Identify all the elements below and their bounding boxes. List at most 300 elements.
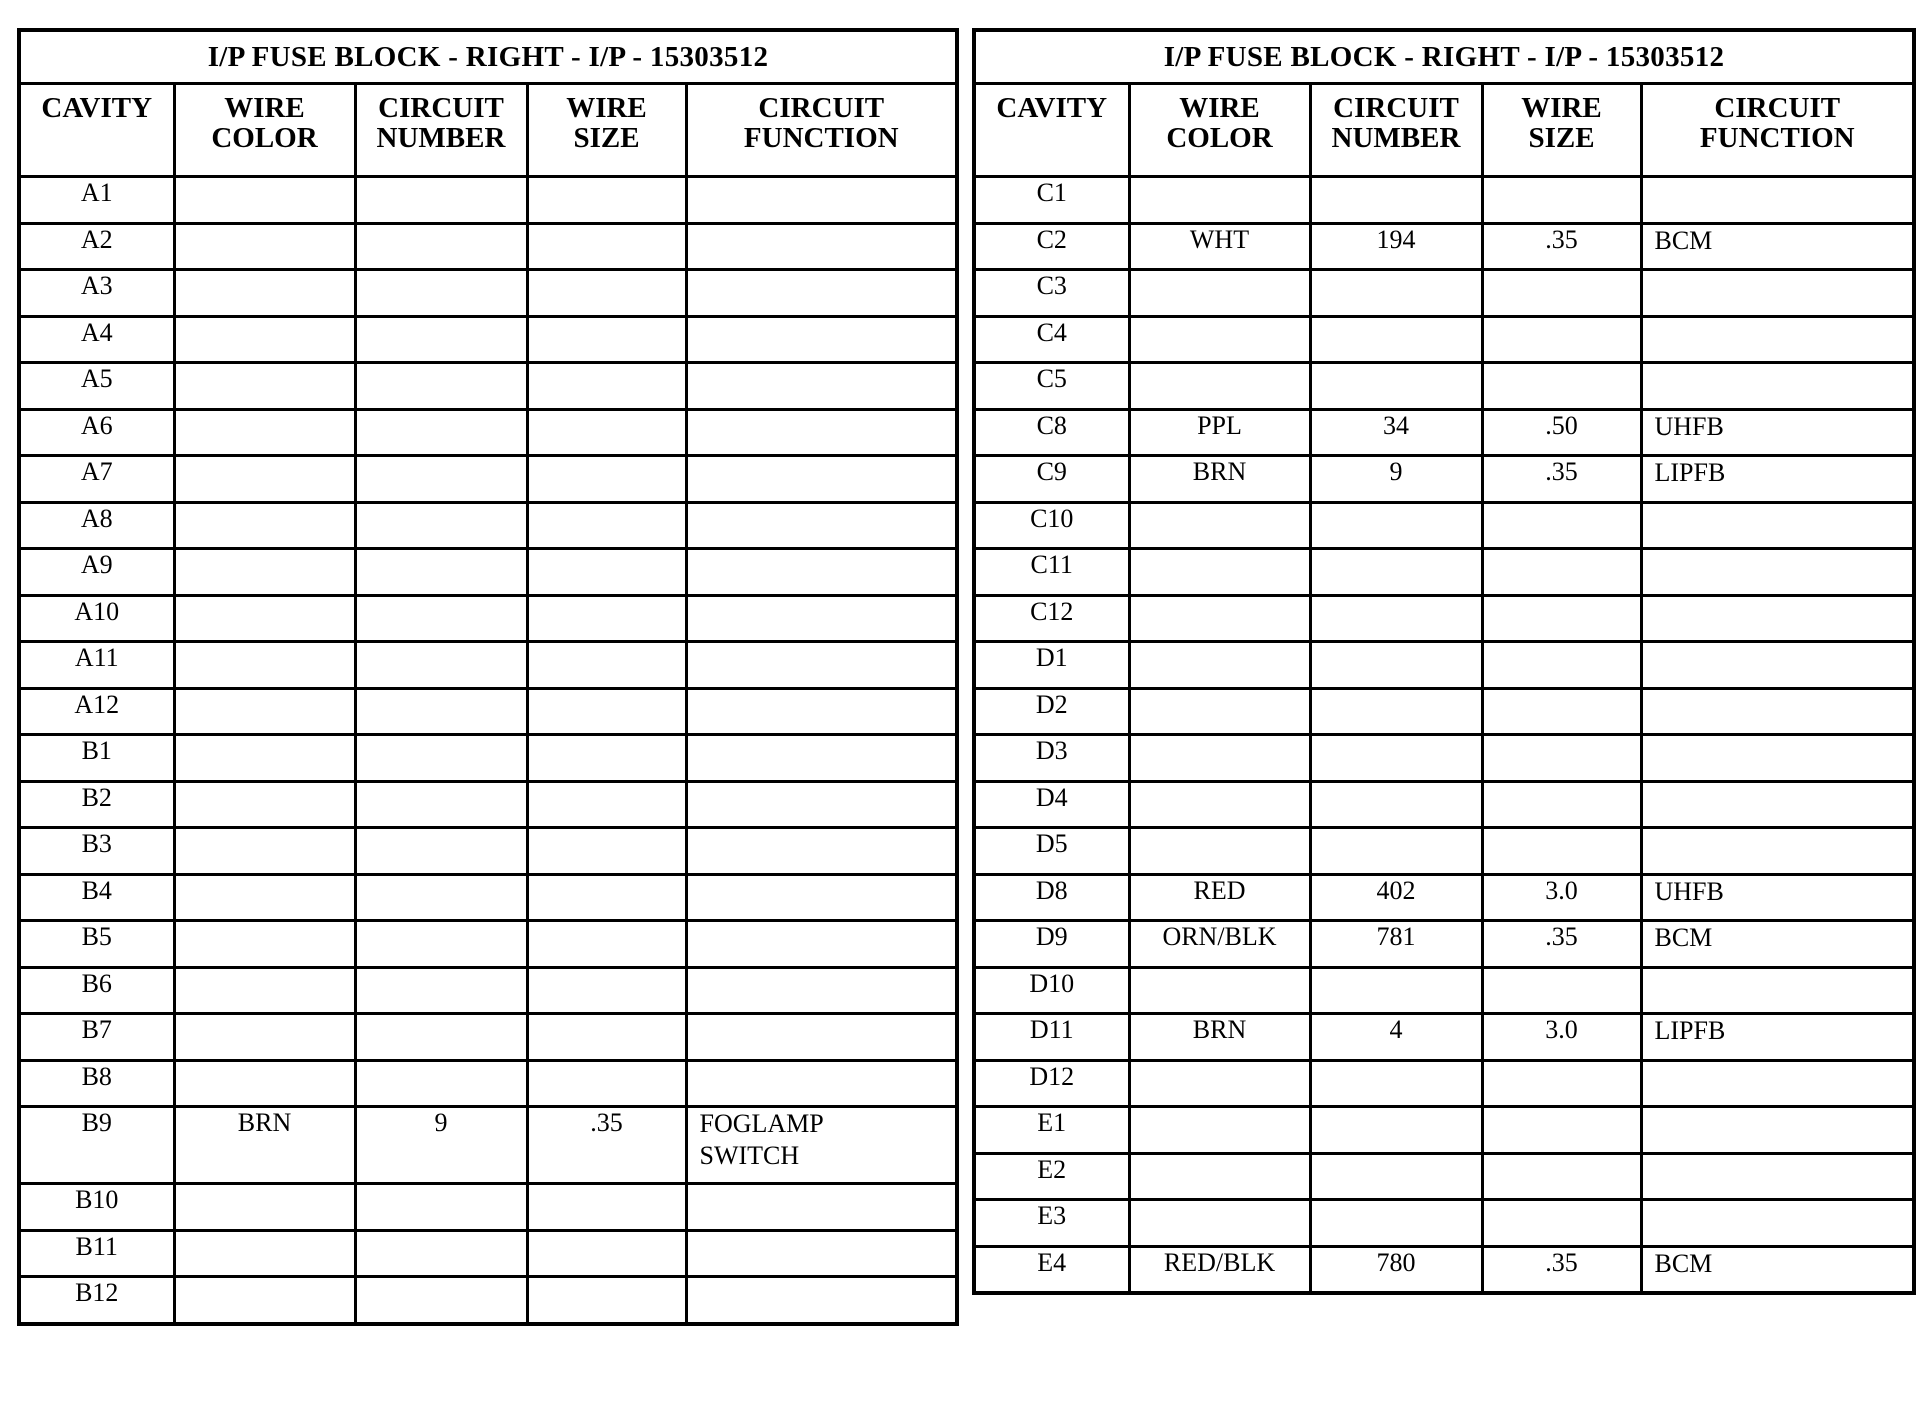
circuit-number-cell bbox=[1310, 1060, 1482, 1107]
circuit-number-cell bbox=[355, 735, 527, 782]
table-row bbox=[974, 456, 1914, 503]
wire-color-cell bbox=[1129, 1107, 1310, 1154]
circuit-function-cell: LIPFB bbox=[1641, 456, 1914, 503]
wire-color-cell bbox=[1129, 502, 1310, 549]
wire-color-cell bbox=[174, 595, 355, 642]
wire-size-cell: .35 bbox=[1482, 921, 1641, 968]
circuit-function-cell bbox=[1641, 688, 1914, 735]
circuit-function-cell bbox=[1641, 642, 1914, 689]
circuit-function-cell bbox=[1641, 177, 1914, 224]
cavity-cell: B10 bbox=[19, 1184, 174, 1231]
wire-color-cell bbox=[174, 363, 355, 410]
wire-color-cell bbox=[1129, 1200, 1310, 1247]
wire-size-cell bbox=[1482, 828, 1641, 875]
wire-color-cell bbox=[1129, 177, 1310, 224]
wire-color-cell bbox=[174, 781, 355, 828]
circuit-number-cell: 780 bbox=[1310, 1246, 1482, 1293]
circuit-number-cell bbox=[355, 223, 527, 270]
circuit-function-cell bbox=[686, 223, 957, 270]
table-row bbox=[19, 316, 957, 363]
wire-color-cell bbox=[174, 735, 355, 782]
cavity-cell: C9 bbox=[974, 456, 1129, 503]
cavity-cell: C11 bbox=[974, 549, 1129, 596]
cavity-cell: C10 bbox=[974, 502, 1129, 549]
circuit-number-cell bbox=[1310, 595, 1482, 642]
wire-size-cell: .35 bbox=[527, 1107, 686, 1184]
circuit-number-cell bbox=[355, 1014, 527, 1061]
circuit-number-cell: 4 bbox=[1310, 1014, 1482, 1061]
circuit-number-cell: 9 bbox=[355, 1107, 527, 1184]
circuit-number-cell bbox=[1310, 270, 1482, 317]
wire-color-cell bbox=[1129, 1060, 1310, 1107]
circuit-number-cell bbox=[1310, 688, 1482, 735]
table-row bbox=[974, 781, 1914, 828]
circuit-number-cell bbox=[355, 688, 527, 735]
wire-size-cell bbox=[1482, 1153, 1641, 1200]
table-row bbox=[19, 456, 957, 503]
circuit-number-cell: 194 bbox=[1310, 223, 1482, 270]
circuit-number-cell bbox=[1310, 549, 1482, 596]
wire-size-cell bbox=[527, 409, 686, 456]
wire-color-cell bbox=[1129, 1153, 1310, 1200]
table-row bbox=[19, 223, 957, 270]
table-row bbox=[19, 1107, 957, 1184]
wire-color-cell bbox=[1129, 270, 1310, 317]
cavity-cell: D5 bbox=[974, 828, 1129, 875]
circuit-function-line: FOGLAMP bbox=[699, 1109, 824, 1138]
cavity-cell: A10 bbox=[19, 595, 174, 642]
cavity-cell: A7 bbox=[19, 456, 174, 503]
circuit-function-cell bbox=[686, 1277, 957, 1324]
circuit-number-cell bbox=[355, 177, 527, 224]
fuse-table-right bbox=[972, 28, 1916, 1295]
circuit-function-cell bbox=[1641, 735, 1914, 782]
table-row bbox=[19, 177, 957, 224]
wire-color-cell bbox=[1129, 781, 1310, 828]
table-row bbox=[974, 223, 1914, 270]
header-circuit-number: CIRCUIT NUMBER bbox=[355, 84, 527, 177]
circuit-function-cell bbox=[686, 270, 957, 317]
wire-color-cell bbox=[1129, 828, 1310, 875]
wire-color-cell bbox=[174, 921, 355, 968]
circuit-function-cell bbox=[686, 781, 957, 828]
circuit-function-cell bbox=[1641, 828, 1914, 875]
table-row bbox=[974, 642, 1914, 689]
table-row bbox=[19, 688, 957, 735]
wire-color-cell bbox=[174, 688, 355, 735]
wire-size-cell: .50 bbox=[1482, 409, 1641, 456]
circuit-function-cell bbox=[1641, 1153, 1914, 1200]
cavity-cell: B2 bbox=[19, 781, 174, 828]
cavity-cell: B12 bbox=[19, 1277, 174, 1324]
wire-size-cell bbox=[527, 967, 686, 1014]
circuit-number-cell bbox=[355, 363, 527, 410]
cavity-cell: B7 bbox=[19, 1014, 174, 1061]
cavity-cell: D4 bbox=[974, 781, 1129, 828]
circuit-function-cell bbox=[686, 316, 957, 363]
circuit-number-cell bbox=[1310, 1153, 1482, 1200]
wire-size-cell bbox=[527, 642, 686, 689]
circuit-number-cell bbox=[355, 1184, 527, 1231]
circuit-function-cell bbox=[686, 1230, 957, 1277]
table-title: I/P FUSE BLOCK - RIGHT - I/P - 15303512 bbox=[974, 30, 1914, 84]
wire-size-cell bbox=[527, 921, 686, 968]
table-row bbox=[974, 688, 1914, 735]
wire-size-cell bbox=[1482, 270, 1641, 317]
circuit-number-cell bbox=[1310, 363, 1482, 410]
cavity-cell: C3 bbox=[974, 270, 1129, 317]
cavity-cell: D3 bbox=[974, 735, 1129, 782]
table-row bbox=[19, 1014, 957, 1061]
circuit-function-cell bbox=[686, 363, 957, 410]
table-row bbox=[974, 967, 1914, 1014]
table-row bbox=[19, 595, 957, 642]
cavity-cell: C2 bbox=[974, 223, 1129, 270]
circuit-number-cell bbox=[1310, 1200, 1482, 1247]
cavity-cell: A12 bbox=[19, 688, 174, 735]
table-row bbox=[974, 1246, 1914, 1293]
circuit-function-cell bbox=[686, 967, 957, 1014]
cavity-cell: D9 bbox=[974, 921, 1129, 968]
table-row bbox=[974, 502, 1914, 549]
circuit-number-cell bbox=[355, 1060, 527, 1107]
circuit-function-cell bbox=[1641, 270, 1914, 317]
table-row bbox=[19, 1060, 957, 1107]
table-row bbox=[974, 316, 1914, 363]
circuit-number-cell: 34 bbox=[1310, 409, 1482, 456]
circuit-function-cell bbox=[686, 642, 957, 689]
wire-size-cell: 3.0 bbox=[1482, 874, 1641, 921]
wire-size-cell bbox=[527, 223, 686, 270]
table-row bbox=[19, 642, 957, 689]
circuit-function-cell: BCM bbox=[1641, 223, 1914, 270]
wire-color-cell: ORN/BLK bbox=[1129, 921, 1310, 968]
wire-color-cell bbox=[1129, 363, 1310, 410]
wire-size-cell bbox=[1482, 595, 1641, 642]
circuit-number-cell bbox=[1310, 735, 1482, 782]
cavity-cell: B6 bbox=[19, 967, 174, 1014]
table-row bbox=[19, 502, 957, 549]
cavity-cell: A8 bbox=[19, 502, 174, 549]
wire-color-cell: RED bbox=[1129, 874, 1310, 921]
circuit-number-cell bbox=[1310, 828, 1482, 875]
table-row bbox=[974, 177, 1914, 224]
table-row bbox=[974, 874, 1914, 921]
wire-size-cell bbox=[1482, 642, 1641, 689]
wire-color-cell bbox=[174, 316, 355, 363]
wire-color-cell bbox=[174, 177, 355, 224]
wire-size-cell bbox=[527, 316, 686, 363]
wire-color-cell bbox=[1129, 967, 1310, 1014]
wire-size-cell bbox=[1482, 549, 1641, 596]
wire-size-cell bbox=[527, 456, 686, 503]
cavity-cell: E2 bbox=[974, 1153, 1129, 1200]
wire-size-cell bbox=[1482, 781, 1641, 828]
cavity-cell: C4 bbox=[974, 316, 1129, 363]
table-row bbox=[19, 270, 957, 317]
table-title: I/P FUSE BLOCK - RIGHT - I/P - 15303512 bbox=[19, 30, 957, 84]
wire-color-cell bbox=[174, 1230, 355, 1277]
circuit-number-cell bbox=[1310, 642, 1482, 689]
wire-size-cell bbox=[527, 363, 686, 410]
circuit-function-cell bbox=[686, 921, 957, 968]
wire-color-cell bbox=[174, 270, 355, 317]
circuit-function-cell: UHFB bbox=[1641, 874, 1914, 921]
cavity-cell: E4 bbox=[974, 1246, 1129, 1293]
table-row bbox=[974, 735, 1914, 782]
wire-size-cell bbox=[1482, 316, 1641, 363]
circuit-number-cell bbox=[355, 502, 527, 549]
wire-size-cell bbox=[1482, 1060, 1641, 1107]
cavity-cell: B11 bbox=[19, 1230, 174, 1277]
circuit-function-cell bbox=[1641, 502, 1914, 549]
wire-color-cell: RED/BLK bbox=[1129, 1246, 1310, 1293]
wire-color-cell bbox=[1129, 735, 1310, 782]
table-row bbox=[974, 549, 1914, 596]
circuit-number-cell bbox=[1310, 316, 1482, 363]
wire-size-cell bbox=[527, 1184, 686, 1231]
table-row bbox=[974, 1060, 1914, 1107]
wire-color-cell bbox=[174, 223, 355, 270]
wire-color-cell bbox=[174, 874, 355, 921]
wire-size-cell bbox=[527, 1230, 686, 1277]
wire-size-cell bbox=[1482, 688, 1641, 735]
circuit-function-cell bbox=[1641, 549, 1914, 596]
circuit-function-cell bbox=[686, 456, 957, 503]
wire-color-cell bbox=[1129, 688, 1310, 735]
wire-color-cell: BRN bbox=[1129, 456, 1310, 503]
circuit-function-cell bbox=[686, 1184, 957, 1231]
circuit-function-cell bbox=[1641, 967, 1914, 1014]
circuit-number-cell bbox=[355, 642, 527, 689]
table-row bbox=[974, 595, 1914, 642]
circuit-number-cell bbox=[355, 456, 527, 503]
table-row bbox=[974, 1200, 1914, 1247]
table-row bbox=[19, 874, 957, 921]
cavity-cell: B5 bbox=[19, 921, 174, 968]
wire-size-cell bbox=[527, 781, 686, 828]
wire-color-cell: BRN bbox=[174, 1107, 355, 1184]
wire-color-cell: WHT bbox=[1129, 223, 1310, 270]
cavity-cell: C8 bbox=[974, 409, 1129, 456]
wire-color-cell bbox=[1129, 316, 1310, 363]
circuit-number-cell bbox=[1310, 502, 1482, 549]
circuit-number-cell bbox=[1310, 1107, 1482, 1154]
cavity-cell: C12 bbox=[974, 595, 1129, 642]
wire-size-cell bbox=[527, 595, 686, 642]
circuit-function-cell bbox=[686, 177, 957, 224]
wire-size-cell bbox=[1482, 177, 1641, 224]
table-row bbox=[19, 967, 957, 1014]
circuit-number-cell bbox=[355, 874, 527, 921]
wire-size-cell bbox=[527, 1060, 686, 1107]
header-cavity: CAVITY bbox=[19, 84, 174, 177]
table-row bbox=[19, 1184, 957, 1231]
cavity-cell: B4 bbox=[19, 874, 174, 921]
wire-size-cell: 3.0 bbox=[1482, 1014, 1641, 1061]
wire-color-cell bbox=[174, 828, 355, 875]
wire-color-cell bbox=[1129, 595, 1310, 642]
circuit-function-cell: LIPFB bbox=[1641, 1014, 1914, 1061]
cavity-cell: A6 bbox=[19, 409, 174, 456]
header-wire-size: WIRE SIZE bbox=[1482, 84, 1641, 177]
wire-size-cell bbox=[527, 177, 686, 224]
cavity-cell: D1 bbox=[974, 642, 1129, 689]
circuit-function-cell: BCM bbox=[1641, 921, 1914, 968]
cavity-cell: D8 bbox=[974, 874, 1129, 921]
cavity-cell: A2 bbox=[19, 223, 174, 270]
wire-color-cell bbox=[174, 409, 355, 456]
wire-color-cell bbox=[174, 1060, 355, 1107]
wire-color-cell bbox=[174, 642, 355, 689]
circuit-function-cell bbox=[686, 595, 957, 642]
table-row bbox=[19, 828, 957, 875]
cavity-cell: E3 bbox=[974, 1200, 1129, 1247]
circuit-number-cell bbox=[355, 1230, 527, 1277]
cavity-cell: C1 bbox=[974, 177, 1129, 224]
wire-size-cell bbox=[527, 1277, 686, 1324]
cavity-cell: E1 bbox=[974, 1107, 1129, 1154]
header-wire-color: WIRE COLOR bbox=[174, 84, 355, 177]
cavity-cell: B1 bbox=[19, 735, 174, 782]
cavity-cell: D12 bbox=[974, 1060, 1129, 1107]
circuit-number-cell bbox=[355, 595, 527, 642]
circuit-function-cell bbox=[1641, 316, 1914, 363]
wire-size-cell bbox=[527, 688, 686, 735]
circuit-number-cell bbox=[1310, 177, 1482, 224]
header-circuit-function: CIRCUIT FUNCTION bbox=[686, 84, 957, 177]
cavity-cell: A4 bbox=[19, 316, 174, 363]
wire-color-cell bbox=[174, 456, 355, 503]
wire-size-cell bbox=[527, 874, 686, 921]
table-row bbox=[19, 735, 957, 782]
cavity-cell: B9 bbox=[19, 1107, 174, 1184]
circuit-function-cell bbox=[686, 502, 957, 549]
circuit-function-cell bbox=[1641, 1200, 1914, 1247]
table-row bbox=[19, 781, 957, 828]
circuit-function-cell bbox=[686, 735, 957, 782]
table-row bbox=[19, 1277, 957, 1324]
circuit-function-cell: BCM bbox=[1641, 1246, 1914, 1293]
table-row bbox=[19, 1230, 957, 1277]
header-circuit-function: CIRCUIT FUNCTION bbox=[1641, 84, 1914, 177]
wire-color-cell bbox=[174, 502, 355, 549]
circuit-number-cell bbox=[355, 316, 527, 363]
table-row bbox=[974, 1014, 1914, 1061]
table-row bbox=[974, 921, 1914, 968]
circuit-function-cell bbox=[1641, 781, 1914, 828]
wire-size-cell bbox=[1482, 363, 1641, 410]
wire-size-cell bbox=[527, 270, 686, 317]
wire-color-cell bbox=[174, 1184, 355, 1231]
circuit-number-cell bbox=[355, 828, 527, 875]
circuit-number-cell bbox=[355, 967, 527, 1014]
circuit-function-cell bbox=[1641, 363, 1914, 410]
wire-size-cell bbox=[1482, 735, 1641, 782]
wire-size-cell bbox=[1482, 1107, 1641, 1154]
cavity-cell: A1 bbox=[19, 177, 174, 224]
header-circuit-number: CIRCUIT NUMBER bbox=[1310, 84, 1482, 177]
circuit-number-cell: 781 bbox=[1310, 921, 1482, 968]
cavity-cell: D2 bbox=[974, 688, 1129, 735]
cavity-cell: D10 bbox=[974, 967, 1129, 1014]
wire-size-cell: .35 bbox=[1482, 223, 1641, 270]
circuit-function-cell bbox=[686, 1107, 957, 1184]
table-body bbox=[19, 177, 957, 1324]
cavity-cell: D11 bbox=[974, 1014, 1129, 1061]
cavity-cell: A11 bbox=[19, 642, 174, 689]
circuit-function-cell bbox=[1641, 1060, 1914, 1107]
circuit-number-cell bbox=[355, 921, 527, 968]
wire-color-cell bbox=[1129, 642, 1310, 689]
table-body bbox=[974, 177, 1914, 1294]
table-row bbox=[974, 270, 1914, 317]
circuit-function-cell bbox=[1641, 595, 1914, 642]
wire-size-cell bbox=[527, 1014, 686, 1061]
table-row bbox=[19, 549, 957, 596]
table-row bbox=[974, 828, 1914, 875]
wire-size-cell bbox=[527, 502, 686, 549]
circuit-function-cell bbox=[686, 549, 957, 596]
wire-color-cell bbox=[174, 1014, 355, 1061]
header-wire-size: WIRE SIZE bbox=[527, 84, 686, 177]
circuit-number-cell bbox=[355, 270, 527, 317]
circuit-function-cell: UHFB bbox=[1641, 409, 1914, 456]
cavity-cell: B8 bbox=[19, 1060, 174, 1107]
wire-size-cell: .35 bbox=[1482, 456, 1641, 503]
fuse-table-left bbox=[17, 28, 959, 1326]
table-row bbox=[19, 363, 957, 410]
table-row bbox=[974, 363, 1914, 410]
circuit-function-cell bbox=[686, 409, 957, 456]
circuit-function-cell bbox=[686, 1014, 957, 1061]
table-row bbox=[974, 1153, 1914, 1200]
circuit-function-cell bbox=[686, 688, 957, 735]
wire-size-cell bbox=[527, 549, 686, 596]
wire-size-cell: .35 bbox=[1482, 1246, 1641, 1293]
circuit-function-cell bbox=[1641, 1107, 1914, 1154]
cavity-cell: A3 bbox=[19, 270, 174, 317]
circuit-function-cell bbox=[686, 874, 957, 921]
table-row bbox=[19, 409, 957, 456]
circuit-number-cell bbox=[1310, 781, 1482, 828]
wire-color-cell bbox=[174, 549, 355, 596]
circuit-number-cell bbox=[355, 409, 527, 456]
wire-color-cell bbox=[174, 967, 355, 1014]
wire-size-cell bbox=[1482, 1200, 1641, 1247]
wire-color-cell: PPL bbox=[1129, 409, 1310, 456]
wire-size-cell bbox=[527, 828, 686, 875]
circuit-number-cell bbox=[355, 549, 527, 596]
header-wire-color: WIRE COLOR bbox=[1129, 84, 1310, 177]
circuit-number-cell bbox=[355, 781, 527, 828]
wire-color-cell: BRN bbox=[1129, 1014, 1310, 1061]
wire-size-cell bbox=[1482, 967, 1641, 1014]
circuit-number-cell bbox=[355, 1277, 527, 1324]
wire-color-cell bbox=[1129, 549, 1310, 596]
header-cavity: CAVITY bbox=[974, 84, 1129, 177]
circuit-function-cell bbox=[686, 1060, 957, 1107]
table-row bbox=[974, 1107, 1914, 1154]
table-row bbox=[974, 409, 1914, 456]
circuit-function-cell bbox=[686, 828, 957, 875]
circuit-number-cell bbox=[1310, 967, 1482, 1014]
cavity-cell: A5 bbox=[19, 363, 174, 410]
wire-size-cell bbox=[527, 735, 686, 782]
cavity-cell: A9 bbox=[19, 549, 174, 596]
wire-size-cell bbox=[1482, 502, 1641, 549]
cavity-cell: C5 bbox=[974, 363, 1129, 410]
